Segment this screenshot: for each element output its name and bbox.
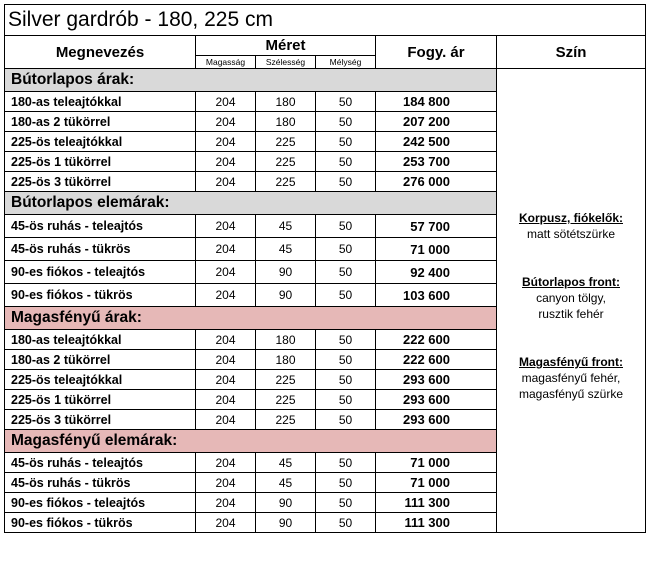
width-value: 225 (256, 152, 316, 172)
product-name: 225-ös 3 tükörrel (5, 172, 196, 192)
price-value: 293 600 (376, 370, 497, 390)
depth-value: 50 (316, 215, 376, 238)
depth-value: 50 (316, 284, 376, 307)
product-name: 180-as 2 tükörrel (5, 350, 196, 370)
product-name: 45-ös ruhás - tükrös (5, 238, 196, 261)
section-title: Bútorlapos elemárak: (5, 192, 497, 215)
section-title: Magasfényű elemárak: (5, 430, 497, 453)
depth-value: 50 (316, 410, 376, 430)
header-size: Méret (196, 36, 376, 56)
depth-value: 50 (316, 370, 376, 390)
product-name: 225-ös 1 tükörrel (5, 390, 196, 410)
depth-value: 50 (316, 390, 376, 410)
magasfeny-value-1: magasfényű fehér, (521, 371, 621, 385)
height-value: 204 (196, 261, 256, 284)
product-name: 90-es fiókos - tükrös (5, 284, 196, 307)
korpusz-value: matt sötétszürke (526, 227, 616, 241)
depth-value: 50 (316, 112, 376, 132)
depth-value: 50 (316, 513, 376, 533)
depth-value: 50 (316, 473, 376, 493)
section-title: Magasfényű árak: (5, 307, 497, 330)
width-value: 180 (256, 350, 316, 370)
width-value: 90 (256, 493, 316, 513)
width-value: 180 (256, 330, 316, 350)
width-value: 45 (256, 453, 316, 473)
height-value: 204 (196, 493, 256, 513)
price-value: 184 800 (376, 92, 497, 112)
width-value: 225 (256, 370, 316, 390)
width-value: 90 (256, 261, 316, 284)
height-value: 204 (196, 390, 256, 410)
price-value: 293 600 (376, 410, 497, 430)
price-value: 71 000 (376, 473, 497, 493)
price-value: 92 400 (376, 261, 497, 284)
price-value: 57 700 (376, 215, 497, 238)
product-name: 45-ös ruhás - teleajtós (5, 215, 196, 238)
color-group-korpusz (497, 210, 645, 242)
color-group-butorlap (497, 274, 645, 322)
height-value: 204 (196, 410, 256, 430)
korpusz-label: Korpusz, fiókelők: (518, 211, 623, 225)
magasfeny-value-2: magasfényű szürke (518, 387, 624, 401)
depth-value: 50 (316, 453, 376, 473)
depth-value: 50 (316, 92, 376, 112)
header-depth: Mélység (316, 56, 376, 69)
butorlap-value-1: canyon tölgy, (536, 291, 606, 305)
height-value: 204 (196, 330, 256, 350)
width-value: 90 (256, 513, 316, 533)
depth-value: 50 (316, 132, 376, 152)
price-value: 222 600 (376, 350, 497, 370)
depth-value: 50 (316, 330, 376, 350)
price-value: 207 200 (376, 112, 497, 132)
product-name: 90-es fiókos - teleajtós (5, 493, 196, 513)
section-title: Bútorlapos árak: (5, 69, 497, 92)
height-value: 204 (196, 350, 256, 370)
height-value: 204 (196, 238, 256, 261)
butorlap-label: Bútorlapos front: (522, 275, 620, 289)
width-value: 225 (256, 132, 316, 152)
product-name: 180-as 2 tükörrel (5, 112, 196, 132)
price-value: 103 600 (376, 284, 497, 307)
width-value: 90 (256, 284, 316, 307)
width-value: 45 (256, 473, 316, 493)
product-name: 45-ös ruhás - tükrös (5, 473, 196, 493)
depth-value: 50 (316, 152, 376, 172)
depth-value: 50 (316, 493, 376, 513)
header-price: Fogy. ár (376, 36, 497, 69)
width-value: 45 (256, 238, 316, 261)
header-name: Megnevezés (5, 36, 196, 69)
color-info (497, 69, 645, 529)
header-height: Magasság (196, 56, 256, 69)
price-value: 111 300 (376, 493, 497, 513)
color-info-cell (497, 69, 646, 533)
height-value: 204 (196, 473, 256, 493)
product-name: 225-ös 1 tükörrel (5, 152, 196, 172)
price-value: 71 000 (376, 238, 497, 261)
height-value: 204 (196, 284, 256, 307)
depth-value: 50 (316, 350, 376, 370)
product-name: 90-es fiókos - teleajtós (5, 261, 196, 284)
price-value: 242 500 (376, 132, 497, 152)
width-value: 180 (256, 112, 316, 132)
height-value: 204 (196, 453, 256, 473)
width-value: 225 (256, 390, 316, 410)
width-value: 225 (256, 172, 316, 192)
depth-value: 50 (316, 261, 376, 284)
height-value: 204 (196, 152, 256, 172)
width-value: 180 (256, 92, 316, 112)
price-value: 293 600 (376, 390, 497, 410)
width-value: 45 (256, 215, 316, 238)
height-value: 204 (196, 513, 256, 533)
depth-value: 50 (316, 172, 376, 192)
height-value: 204 (196, 172, 256, 192)
product-name: 180-as teleajtókkal (5, 92, 196, 112)
height-value: 204 (196, 132, 256, 152)
height-value: 204 (196, 215, 256, 238)
product-name: 225-ös teleajtókkal (5, 370, 196, 390)
price-value: 253 700 (376, 152, 497, 172)
depth-value: 50 (316, 238, 376, 261)
product-name: 225-ös 3 tükörrel (5, 410, 196, 430)
height-value: 204 (196, 370, 256, 390)
butorlap-value-2: rusztik fehér (538, 307, 604, 321)
width-value: 225 (256, 410, 316, 430)
header-color: Szín (497, 36, 646, 69)
price-table (4, 4, 646, 533)
page-title: Silver gardrób - 180, 225 cm (5, 5, 646, 36)
price-value: 71 000 (376, 453, 497, 473)
price-value: 222 600 (376, 330, 497, 350)
color-group-magasfeny (497, 354, 645, 402)
product-name: 225-ös teleajtókkal (5, 132, 196, 152)
price-value: 276 000 (376, 172, 497, 192)
product-name: 180-as teleajtókkal (5, 330, 196, 350)
header-width: Szélesség (256, 56, 316, 69)
price-value: 111 300 (376, 513, 497, 533)
height-value: 204 (196, 92, 256, 112)
height-value: 204 (196, 112, 256, 132)
product-name: 45-ös ruhás - teleajtós (5, 453, 196, 473)
magasfeny-label: Magasfényű front: (518, 355, 623, 369)
product-name: 90-es fiókos - tükrös (5, 513, 196, 533)
